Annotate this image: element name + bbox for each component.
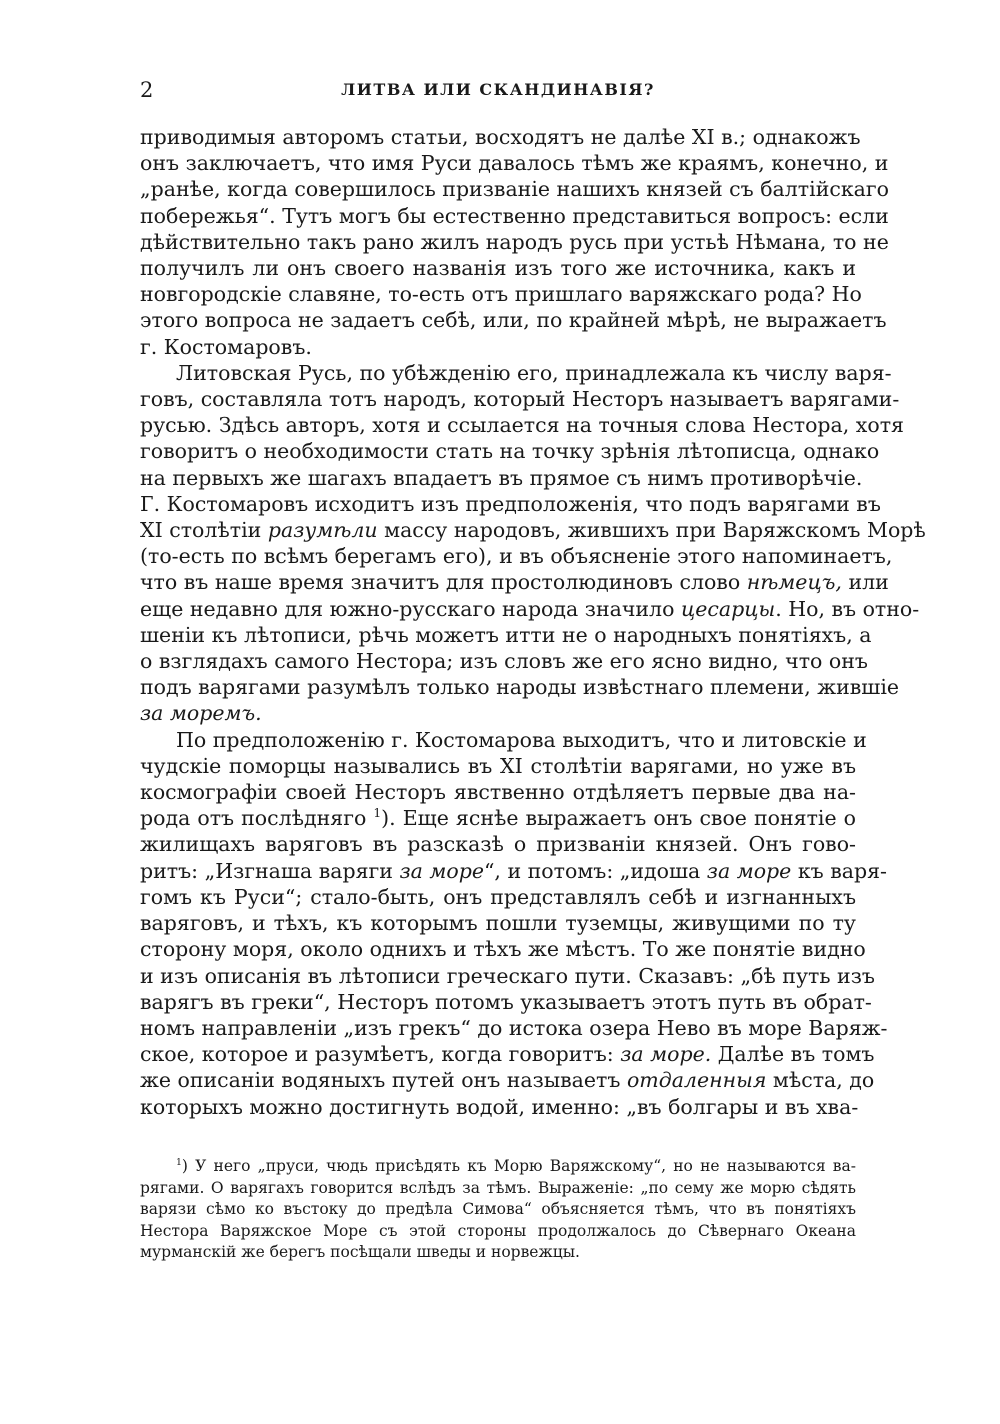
text-run: “, и потомъ: „идоша xyxy=(483,858,707,883)
paragraph-1 xyxy=(140,124,889,360)
text-run: къ варя- xyxy=(791,858,887,883)
italic-term: за моремъ. xyxy=(140,701,262,726)
text-run: ). Еще яснѣе выражаетъ онъ свое понятіе о xyxy=(381,806,856,831)
text-line: сторону моря, около однихъ и тѣхъ же мѣстъ. То же понятіе видно xyxy=(140,937,866,962)
italic-term: отдаленныя xyxy=(626,1068,767,1093)
text-run: мѣста, до xyxy=(766,1068,875,1093)
text-line: новгородскіе славяне, то-есть отъ пришлаго варяжскаго рода? Но xyxy=(140,282,862,307)
italic-term: за море xyxy=(399,858,484,883)
page-header xyxy=(140,78,856,108)
text-run: что въ наше время значитъ для простолюдиновъ слово xyxy=(140,570,747,595)
text-line: этого вопроса не задаетъ себѣ, или, по крайней мѣрѣ, не выражаетъ xyxy=(140,308,887,333)
text-run: еще недавно для южно-русскаго народа значило xyxy=(140,596,681,621)
text-line: варягъ въ греки“, Несторъ потомъ указываетъ этотъ путь въ обрат- xyxy=(140,989,872,1014)
text-line xyxy=(140,1041,875,1067)
footnote-line: рягами. О варягахъ говорится вслѣдъ за тѣмъ. Выраженіе: „по сему же морю сѣдять xyxy=(140,1178,856,1197)
footnote-line: Нестора Варяжское Море съ этой стороны продолжалось до Сѣвернаго Океана xyxy=(140,1221,856,1240)
text-line: чудскіе поморцы назывались въ XI столѣтіи варягами, но уже въ xyxy=(140,753,856,778)
text-run: или xyxy=(841,570,889,595)
text-line xyxy=(140,569,889,595)
text-line: о взглядахъ самого Нестора; изъ словъ же его ясно видно, что онъ xyxy=(140,649,868,674)
text-line: космографіи своей Несторъ явственно отдѣляетъ первые два на- xyxy=(140,780,856,805)
italic-term: за море. xyxy=(620,1042,712,1067)
text-line: дѣйствительно такъ рано жилъ народъ русь при устьѣ Нѣмана, то не xyxy=(140,229,889,254)
text-run: ское, которое и разумѣетъ, когда говоритъ: xyxy=(140,1042,621,1067)
running-title: ЛИТВА ИЛИ СКАНДИНАВІЯ? xyxy=(341,80,655,99)
text-line: подъ варягами разумѣлъ только народы извѣстнаго племени, жившіе xyxy=(140,675,900,700)
text-line xyxy=(140,700,856,726)
text-line: русью. Здѣсь авторъ, хотя и ссылается на точныя слова Нестора, хотя xyxy=(140,413,904,438)
text-line: побережья“. Тутъ могъ бы естественно представиться вопросъ: если xyxy=(140,203,889,228)
text-line: варяговъ, и тѣхъ, къ которымъ пошли туземцы, живущими по ту xyxy=(140,911,856,936)
text-run: . Но, въ отно- xyxy=(775,596,920,621)
paragraph-3 xyxy=(140,727,888,1120)
italic-term: нѣмецъ, xyxy=(746,570,842,595)
footnote-line: мурманскій же берегъ посѣщали шведы и норвежцы. xyxy=(140,1243,580,1262)
main-text xyxy=(140,124,926,1120)
text-line: Литовская Русь, по убѣжденію его, принадлежала къ числу варя- xyxy=(176,360,892,385)
text-line: получилъ ли онъ своего названія изъ того же источника, какъ и xyxy=(140,256,856,281)
text-line: и изъ описанія въ лѣтописи греческаго пути. Сказавъ: „бѣ путь изъ xyxy=(140,963,875,988)
text-line: жилищахъ варяговъ въ разсказѣ о призваніи князей. Онъ гово- xyxy=(140,832,856,857)
italic-term: за море xyxy=(706,858,792,883)
text-line: По предположенію г. Костомарова выходитъ, что и литовскіе и xyxy=(176,727,867,752)
italic-term: цесарцы xyxy=(680,596,776,621)
text-run: ритъ: „Изгнаша варяги xyxy=(140,858,400,883)
footnote-line: варязи сѣмо ко въстоку до предѣла Симова“ объясняется тѣмъ, что въ понятіяхъ xyxy=(140,1200,856,1219)
footnote-marker: 1 xyxy=(176,1156,182,1168)
text-line: Г. Костомаровъ исходитъ изъ предположенія, что подъ варягами въ xyxy=(140,491,881,516)
footnote-line xyxy=(140,1156,856,1178)
text-run: ) У него „пруси, чюдь присѣдять къ Морю Варяжскому“, но не называются ва- xyxy=(181,1157,856,1175)
text-run: Далѣе въ томъ xyxy=(711,1042,875,1067)
text-line: приводимыя авторомъ статьи, восходятъ не далѣе XI в.; однакожъ xyxy=(140,125,861,149)
text-run: рода отъ послѣдняго xyxy=(140,806,374,831)
text-line xyxy=(140,517,926,543)
italic-term: разумѣли xyxy=(267,518,378,543)
text-line: говъ, составляла тотъ народъ, который Несторъ называетъ варягами- xyxy=(140,387,900,412)
text-run: же описаніи водяныхъ путей онъ называетъ xyxy=(140,1068,627,1093)
text-run: массу народовъ, жившихъ при Варяжскомъ Морѣ xyxy=(377,518,926,543)
text-line: говоритъ о необходимости стать на точку зрѣнія лѣтописца, однако xyxy=(140,439,880,464)
text-line: г. Костомаровъ. xyxy=(140,334,312,359)
text-line xyxy=(140,858,887,884)
page-number: 2 xyxy=(140,78,154,102)
text-line: онъ заключаетъ, что имя Руси давалось тѣмъ же краямъ, конечно, и xyxy=(140,151,889,176)
paragraph-2 xyxy=(140,360,926,727)
text-line: номъ направленіи „изъ грекъ“ до истока озера Нево въ море Варяж- xyxy=(140,1015,888,1040)
text-line xyxy=(140,805,856,831)
text-line: на первыхъ же шагахъ впадаетъ въ прямое съ нимъ противорѣчіе. xyxy=(140,465,863,490)
text-line: гомъ къ Руси“; стало-быть, онъ представлялъ себѣ и изгнанныхъ xyxy=(140,884,856,909)
text-line xyxy=(140,596,920,622)
text-line: (то-есть по всѣмъ берегамъ его), и въ объясненіе этого напоминаетъ, xyxy=(140,544,893,569)
text-run: XI столѣтіи xyxy=(140,518,268,543)
text-line: которыхъ можно достигнуть водой, именно: „въ болгары и въ хва- xyxy=(140,1094,859,1119)
text-line: шеніи къ лѣтописи, рѣчь можетъ итти не о народныхъ понятіяхъ, а xyxy=(140,622,872,647)
footnote-reference[interactable]: 1 xyxy=(373,806,382,821)
footnote xyxy=(140,1156,856,1264)
text-line xyxy=(140,1067,875,1093)
text-line: „ранѣе, когда совершилось призваніе нашихъ князей съ балтійскаго xyxy=(140,177,889,202)
